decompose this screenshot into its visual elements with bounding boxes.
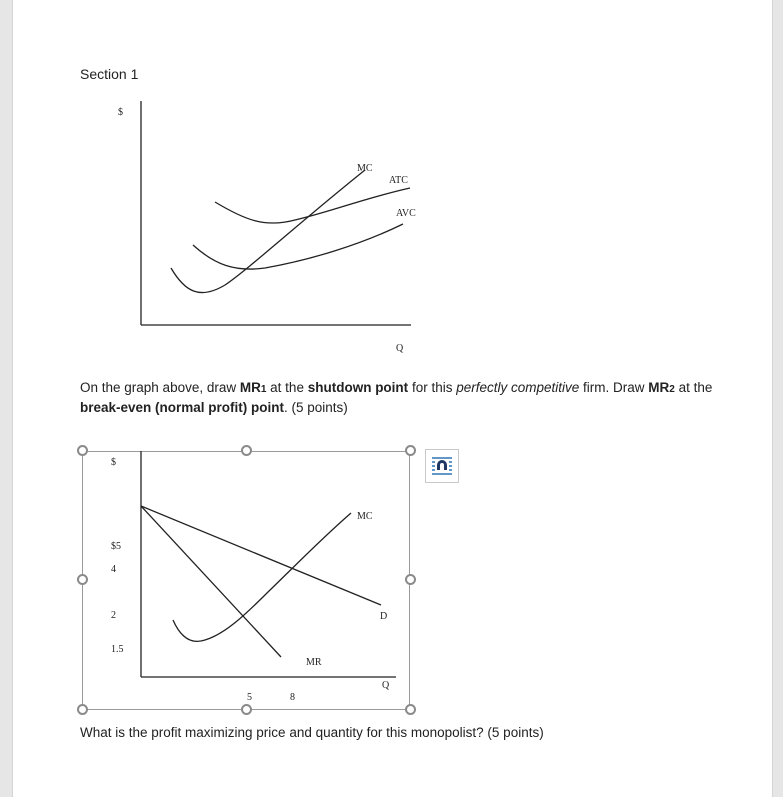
y-tick-4: 4 bbox=[111, 564, 116, 575]
question-2: What is the profit maximizing price and quantity for this monopolist? (5 points) bbox=[80, 725, 544, 740]
question-1: On the graph above, draw MR1 at the shutdown point for this perfectly competitive firm. Draw MR2 at the break-even (normal profit) point. (5 points) bbox=[80, 380, 713, 415]
resize-handle-top[interactable] bbox=[241, 445, 252, 456]
resize-handle-bottom-left[interactable] bbox=[77, 704, 88, 715]
x-tick-8: 8 bbox=[290, 692, 295, 703]
y-tick-5: $5 bbox=[111, 541, 121, 552]
resize-handle-top-right[interactable] bbox=[405, 445, 416, 456]
graph1-y-label: $ bbox=[118, 107, 123, 118]
y-tick-2: 2 bbox=[111, 610, 116, 621]
resize-handle-bottom[interactable] bbox=[241, 704, 252, 715]
y-tick-1-5: 1.5 bbox=[111, 644, 124, 655]
mc-label: MC bbox=[357, 163, 373, 174]
graph1-x-label: Q bbox=[396, 343, 404, 354]
demand-curve bbox=[141, 506, 381, 605]
demand-label: D bbox=[380, 611, 388, 622]
layout-options-icon bbox=[426, 450, 458, 482]
graph2-x-label: Q bbox=[382, 680, 390, 691]
layout-options-button[interactable] bbox=[425, 449, 459, 483]
mc-curve-2 bbox=[173, 513, 351, 641]
mr-curve bbox=[141, 506, 281, 657]
graph2-y-label: $ bbox=[111, 457, 116, 468]
mc-label-2: MC bbox=[357, 511, 373, 522]
resize-handle-left[interactable] bbox=[77, 574, 88, 585]
resize-handle-top-left[interactable] bbox=[77, 445, 88, 456]
avc-label: AVC bbox=[396, 208, 416, 219]
x-tick-5: 5 bbox=[247, 692, 252, 703]
section-title: Section 1 bbox=[80, 66, 139, 82]
resize-handle-right[interactable] bbox=[405, 574, 416, 585]
atc-label: ATC bbox=[389, 175, 408, 186]
resize-handle-bottom-right[interactable] bbox=[405, 704, 416, 715]
mr-label: MR bbox=[306, 657, 322, 668]
